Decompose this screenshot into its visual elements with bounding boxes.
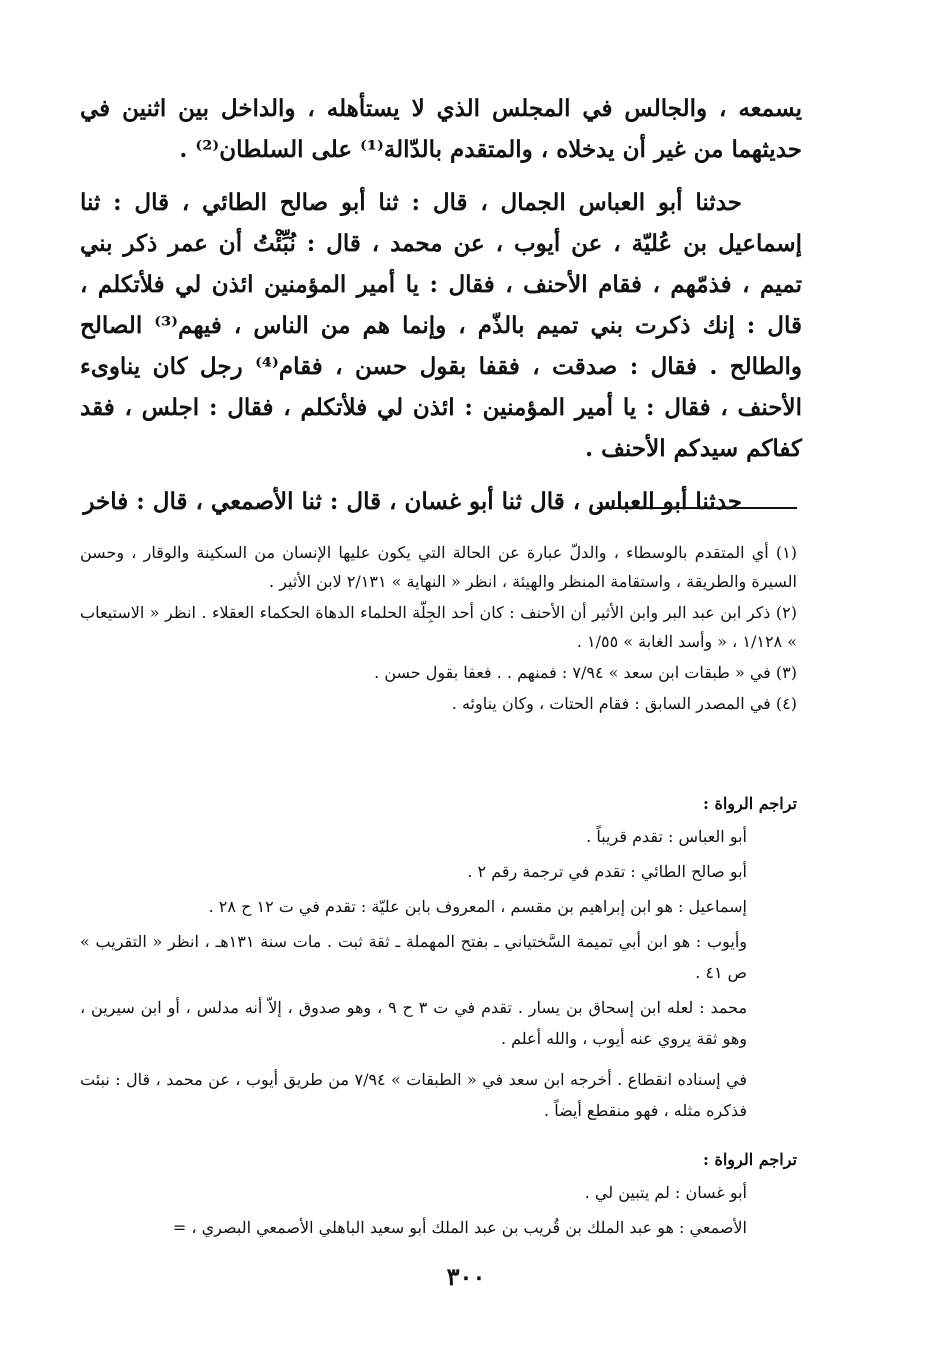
narrator-entry: إسماعيل : هو ابن إبراهيم بن مقسم ، المعروف بابن عليّة : تقدم في ت ١٢ ح ٢٨ . — [208, 897, 747, 916]
footnote-1: (١) أي المتقدم بالوسطاء ، والدلّ عبارة عن الحالة التي يكون عليها الإنسان من السكينة والوقار ، وحسن السيرة والطريقة ، واستقامة المنظر والهيئة ، انظر « النهاية » ٢/١٣١ لابن الأثير . — [80, 543, 797, 591]
narrator-entry: وأيوب : هو ابن أبي تميمة السَّختياني ـ بفتح المهملة ـ ثقة ثبت . مات سنة ١٣١هـ ، انظر « التقريب » ص ٤١ . — [80, 932, 747, 982]
main-paragraph-2: حدثنا أبو العباس الجمال ، قال : ثنا أبو صالح الطائي ، قال : ثنا إسماعيل بن عُليّة ، عن أيوب ، عن محمد ، قال : نُبِّئْتُ أن عمر ذكر بني تميم ، فذمّهم ، فقام الأحنف ، فقال : يا أمير المؤمنين ائذن لي فلأتكلم ، قال : إنك ذكرت بني تميم بالذّم ، وإنما هم من الناس ، فيهم⁽³⁾ الصالح والطالح . فقال : صدقت ، فقفا بقول حسن ، فقام⁽⁴⁾ رجل كان يناوىء الأحنف ، فقال : يا أمير المؤمنين : ائذن لي فلأتكلم ، فقال : اجلس ، فقد كفاكم سيدكم الأحنف . — [80, 189, 802, 462]
narrator-entry: أبو العباس : تقدم قريباً . — [586, 827, 747, 846]
footnotes — [80, 538, 797, 720]
main-paragraph-3: حدثنا أبو العباس ، قال ثنا أبو غسان ، قال : ثنا الأصمعي ، قال : فاخر — [83, 488, 742, 515]
narrator-entry: الأصمعي : هو عبد الملك بن قُريب بن عبد الملك أبو سعيد الباهلي الأصمعي البصري ، = — [172, 1218, 747, 1237]
narrators-title-2: تراجم الرواة : — [702, 1150, 797, 1169]
narrator-entry: أبو صالح الطائي : تقدم في ترجمة رقم ٢ . — [467, 862, 747, 881]
footnote-3: (٣) في « طبقات ابن سعد » ٧/٩٤ : فمنهم . . فعفا بقول حسن . — [374, 663, 797, 682]
footnote-separator — [597, 507, 797, 509]
narrators-title-1: تراجم الرواة : — [702, 794, 797, 813]
page-number: ٣٠٠ — [446, 1262, 486, 1291]
narrator-entry: أبو غسان : لم يتبين لي . — [584, 1183, 747, 1202]
narrator-notes — [80, 788, 797, 1247]
narrator-entry: محمد : لعله ابن إسحاق بن يسار . تقدم في ت ٣ ح ٩ ، وهو صدوق ، إلاّ أنه مدلس ، أو ابن سيرين ، وهو ثقة يروي عنه أيوب ، والله أعلم . — [80, 998, 748, 1048]
main-text — [80, 88, 802, 534]
isnad-note: في إسناده انقطاع . أخرجه ابن سعد في « الطبقات » ٧/٩٤ من طريق أيوب ، عن محمد ، قال : نبئت فذكره مثله ، فهو منقطع أيضاً . — [80, 1070, 748, 1120]
footnote-2: (٢) ذكر ابن عبد البر وابن الأثير أن الأحنف : كان أحد الجِلّة الحلماء الدهاة الحكماء العقلاء . انظر « الاستيعاب » ١/١٢٨ ، « وأسد الغابة » ١/٥٥ . — [80, 603, 797, 651]
footnote-4: (٤) في المصدر السابق : فقام الحتات ، وكان يناوئه . — [451, 694, 797, 713]
main-paragraph-1: يسمعه ، والجالس في المجلس الذي لا يستأهله ، والداخل بين اثنين في حديثهما من غير أن يدخلاه ، والمتقدم بالدّالة⁽¹⁾ على السلطان⁽²⁾ . — [80, 95, 802, 163]
